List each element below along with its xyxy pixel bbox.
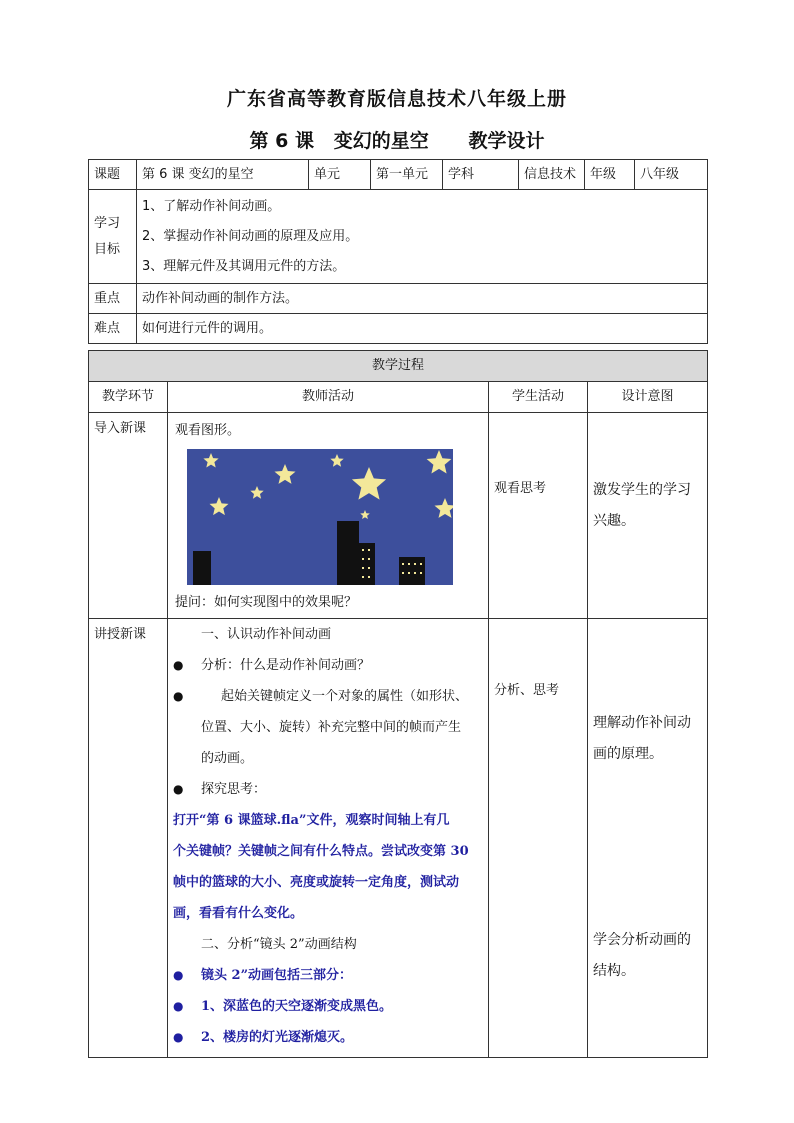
definition-line: 位置、大小、旋转）补充完整中间的帧而产生 bbox=[201, 720, 462, 735]
teach-student-cell bbox=[489, 619, 588, 1058]
intro-question-text: 提问：如何实现图中的效果呢？ bbox=[175, 595, 358, 610]
subject-value: 信息技术 bbox=[519, 160, 585, 190]
intro-intent-cell bbox=[588, 413, 708, 619]
bullet-icon: ● bbox=[173, 658, 184, 672]
difficulty-value: 如何进行元件的调用。 bbox=[137, 314, 708, 344]
teach-stage-label: 讲授新课 bbox=[94, 627, 147, 642]
structure-line: 2、楼房的灯光逐渐熄灭。 bbox=[201, 1030, 354, 1045]
building-window bbox=[362, 567, 364, 569]
explore-task-line: 打开“第 6 课篮球.fla”文件，观察时间轴上有几 bbox=[173, 813, 450, 828]
building-shape bbox=[193, 551, 211, 585]
building-window bbox=[362, 558, 364, 560]
building-window bbox=[368, 549, 370, 551]
teaching-process-table bbox=[88, 350, 708, 1058]
building-shape bbox=[337, 521, 359, 585]
structure-line: 1、深蓝色的天空逐渐变成黑色。 bbox=[201, 999, 393, 1014]
intro-teacher-cell bbox=[168, 413, 489, 619]
goals-content bbox=[137, 190, 708, 284]
grade-value: 八年级 bbox=[635, 160, 708, 190]
definition-line: 起始关键帧定义一个对象的属性（如形状、 bbox=[221, 689, 469, 704]
intro-teacher-text: 观看图形。 bbox=[175, 423, 241, 438]
grade-label: 年级 bbox=[585, 160, 635, 190]
subject-label: 学科 bbox=[443, 160, 519, 190]
column-header-stage: 教学环节 bbox=[89, 382, 168, 413]
goal-item: 1、了解动作补间动画。 bbox=[142, 198, 281, 214]
teach-teacher-cell bbox=[168, 619, 489, 1058]
intro-stage bbox=[89, 413, 168, 619]
lesson-info-table bbox=[88, 159, 708, 344]
intro-student-activity: 观看思考 bbox=[494, 481, 547, 496]
building-shape bbox=[399, 557, 425, 585]
teach-intent-a-line-2: 画的原理。 bbox=[593, 746, 663, 762]
lesson-subtitle: 第 6 课 变幻的星空 教学设计 bbox=[249, 130, 545, 152]
goals-label-line-1: 学习 bbox=[94, 215, 121, 231]
bullet-icon: ● bbox=[173, 968, 184, 982]
goals-label-line-2: 目标 bbox=[94, 241, 121, 257]
building-window bbox=[408, 572, 410, 574]
column-header-teacher: 教师活动 bbox=[168, 382, 489, 413]
building-window bbox=[420, 563, 422, 565]
teach-intent-cell bbox=[588, 619, 708, 1058]
teach-intent-b-line-2: 结构。 bbox=[593, 963, 635, 979]
column-header-student: 学生活动 bbox=[489, 382, 588, 413]
building-window bbox=[420, 572, 422, 574]
bullet-icon: ● bbox=[173, 999, 184, 1013]
teach-intent-a-line-1: 理解动作补间动 bbox=[593, 715, 691, 731]
building-window bbox=[368, 567, 370, 569]
structure-line: 镜头 2”动画包括三部分： bbox=[201, 968, 353, 983]
teach-intent-b-line-1: 学会分析动画的 bbox=[593, 932, 691, 948]
building-window bbox=[402, 572, 404, 574]
building-window bbox=[408, 563, 410, 565]
section-heading: 一、认识动作补间动画 bbox=[201, 627, 332, 642]
building-window bbox=[362, 549, 364, 551]
starry-sky-image bbox=[187, 449, 453, 585]
goals-label bbox=[89, 190, 137, 284]
unit-label: 单元 bbox=[309, 160, 371, 190]
explore-task-line: 个关键帧？关键帧之间有什么特点。尝试改变第 30 bbox=[173, 844, 469, 859]
bullet-icon: ● bbox=[173, 689, 184, 703]
bullet-icon: ● bbox=[173, 782, 184, 796]
intro-stage-label: 导入新课 bbox=[94, 421, 147, 436]
column-header-intent: 设计意图 bbox=[588, 382, 708, 413]
building-window bbox=[368, 576, 370, 578]
difficulty-label: 难点 bbox=[89, 314, 137, 344]
definition-line: 的动画。 bbox=[201, 751, 254, 766]
process-title: 教学过程 bbox=[89, 351, 708, 382]
building-window bbox=[414, 563, 416, 565]
course-label: 课题 bbox=[89, 160, 137, 190]
key-point-value: 动作补间动画的制作方法。 bbox=[137, 284, 708, 314]
section-heading: 二、分析“镜头 2”动画结构 bbox=[201, 937, 357, 952]
bullet-icon: ● bbox=[173, 1030, 184, 1044]
intro-student-cell bbox=[489, 413, 588, 619]
teach-stage bbox=[89, 619, 168, 1058]
explore-task-line: 画，看看有什么变化。 bbox=[173, 906, 304, 921]
building-window bbox=[414, 572, 416, 574]
explore-task-line: 帧中的篮球的大小、亮度或旋转一定角度，测试动 bbox=[173, 875, 460, 890]
building-window bbox=[362, 576, 364, 578]
document-title: 广东省高等教育版信息技术八年级上册 bbox=[226, 88, 567, 110]
unit-value: 第一单元 bbox=[371, 160, 443, 190]
building-shape bbox=[359, 543, 375, 585]
building-window bbox=[402, 563, 404, 565]
course-value: 第 6 课 变幻的星空 bbox=[137, 160, 309, 190]
key-point-label: 重点 bbox=[89, 284, 137, 314]
goal-item: 3、理解元件及其调用元件的方法。 bbox=[142, 258, 346, 274]
intro-intent-line-1: 激发学生的学习 bbox=[593, 482, 691, 498]
intro-intent-line-2: 兴趣。 bbox=[593, 513, 635, 529]
building-window bbox=[368, 558, 370, 560]
analysis-question: 分析：什么是动作补间动画？ bbox=[201, 658, 371, 673]
teach-student-activity: 分析、思考 bbox=[494, 683, 560, 698]
explore-heading: 探究思考： bbox=[201, 782, 267, 797]
goal-item: 2、掌握动作补间动画的原理及应用。 bbox=[142, 228, 359, 244]
